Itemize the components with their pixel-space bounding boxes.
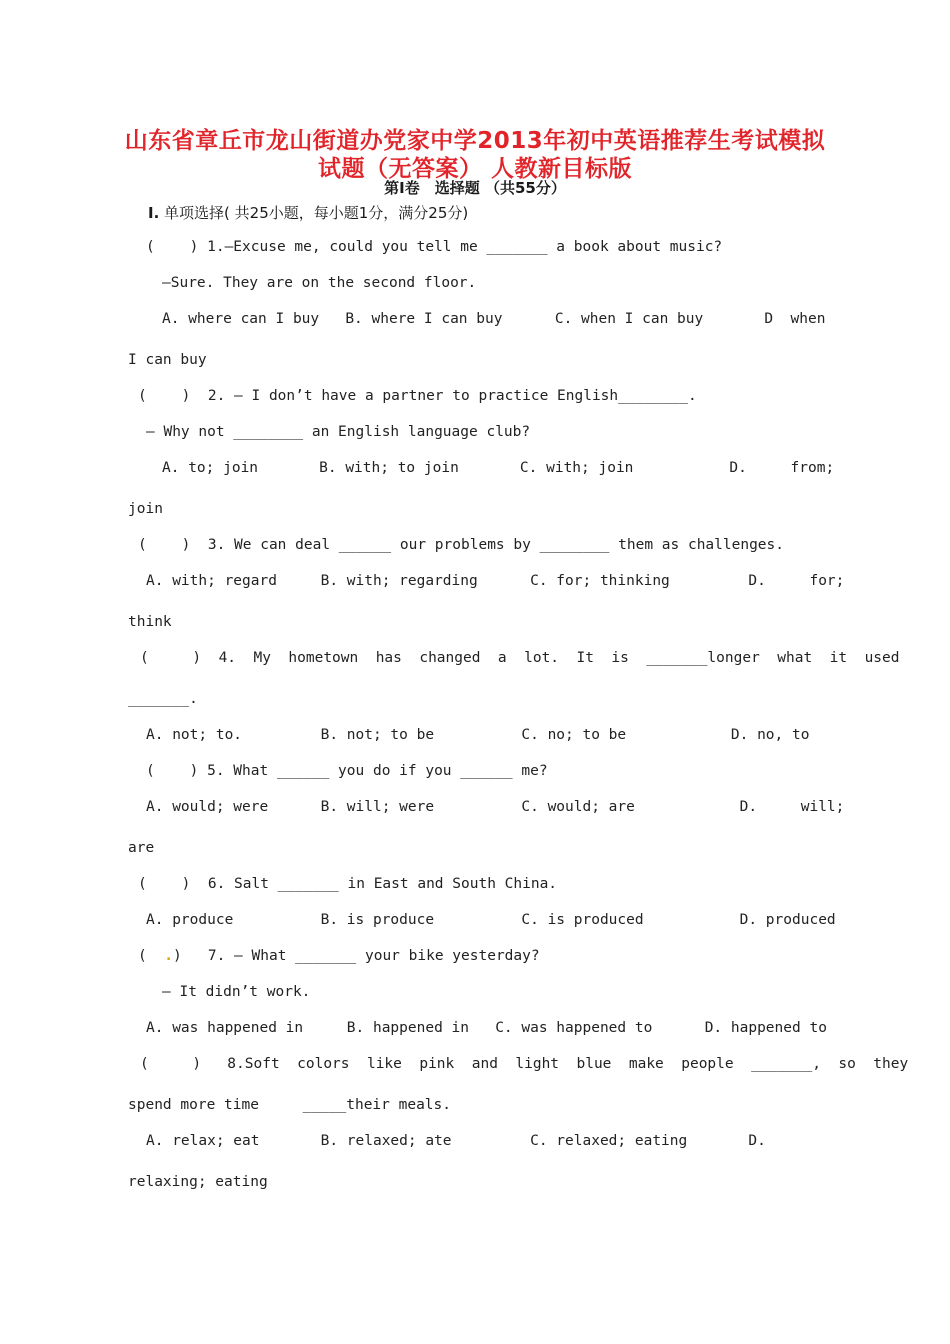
q7-answer-mark: . <box>164 948 173 964</box>
q7-open-paren: ( <box>138 948 165 964</box>
question-line: ( ) 2. — I don’t have a partner to practice English________. <box>138 388 697 404</box>
q7-stem-text: ) 7. — What _______ your bike yesterday? <box>172 948 540 964</box>
question-line: —Sure. They are on the second floor. <box>162 275 477 291</box>
part-numeral: Ⅰ. <box>148 204 160 222</box>
question-line: A. not; to. B. not; to be C. no; to be D. no, to <box>146 727 810 743</box>
section-title: 第Ⅰ卷 选择题 （共55分） <box>384 179 566 197</box>
question-line: are <box>128 840 155 856</box>
question-line: A. would; were B. will; were C. would; are D. will; <box>146 799 845 815</box>
question-line: A. with; regard B. with; regarding C. for; thinking D. for; <box>146 573 845 589</box>
question-line: ( ) 5. What ______ you do if you ______ me? <box>146 763 548 779</box>
question-line: ( ) 1.—Excuse me, could you tell me _______ a book about music? <box>146 239 723 255</box>
question-line: ( ) 8.Soft colors like pink and light blue make people _______, so they <box>140 1056 909 1072</box>
question-line: ( ) 6. Salt _______ in East and South China. <box>138 876 558 892</box>
question-line: A. was happened in B. happened in C. was happened to D. happened to <box>146 1020 827 1036</box>
question-line: spend more time _____their meals. <box>128 1097 452 1113</box>
document-title-line2: 试题（无答案） 人教新目标版 <box>317 156 632 182</box>
question-line: relaxing; eating <box>128 1174 268 1190</box>
question-line: join <box>128 501 163 517</box>
question-line: A. relax; eat B. relaxed; ate C. relaxed; eating D. <box>146 1133 766 1149</box>
question-7-stem <box>138 948 540 964</box>
question-line: I can buy <box>128 352 207 368</box>
question-line: think <box>128 614 172 630</box>
question-line: A. to; join B. with; to join C. with; join D. from; <box>162 460 835 476</box>
part-heading-text: 单项选择( 共25小题，每小题1分，满分25分) <box>159 204 469 222</box>
question-7-reply: — It didn’t work. <box>162 984 311 1000</box>
document-title-line1: 山东省章丘市龙山街道办党家中学2013年初中英语推荐生考试模拟 <box>124 128 826 154</box>
part-heading <box>148 202 468 223</box>
question-line: — Why not ________ an English language club? <box>146 424 531 440</box>
question-line: ( ) 3. We can deal ______ our problems by ________ them as challenges. <box>138 537 785 553</box>
question-line: A. produce B. is produce C. is produced D. produced <box>146 912 836 928</box>
question-line: A. where can I buy B. where I can buy C. when I can buy D when <box>162 311 826 327</box>
question-line: _______. <box>128 691 198 707</box>
question-line: ( ) 4. My hometown has changed a lot. It is _______longer what it used <box>140 650 900 666</box>
